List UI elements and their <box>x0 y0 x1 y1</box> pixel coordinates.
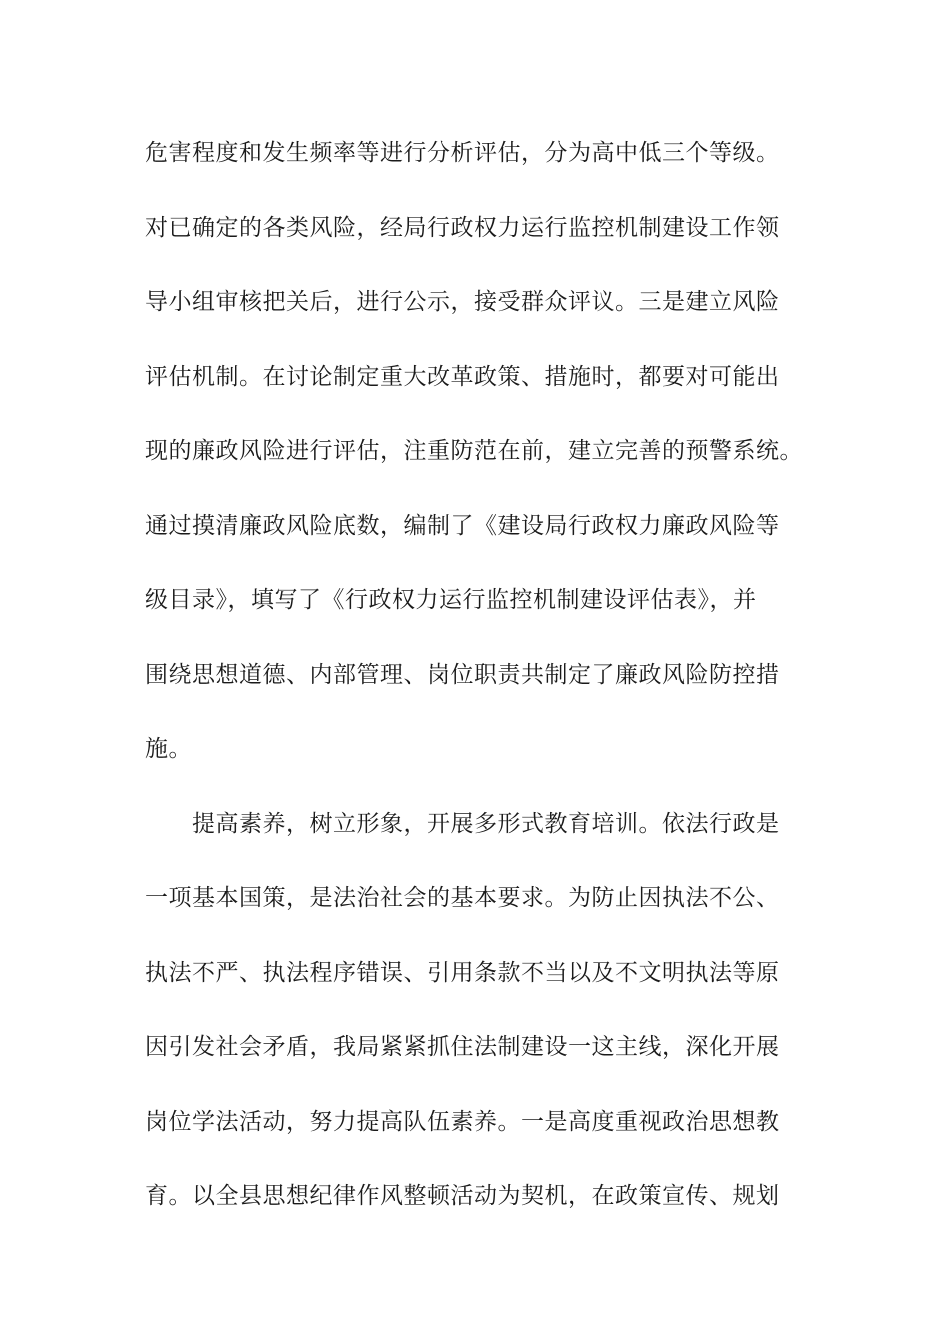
text-line: 提高素养，树立形象，开展多形式教育培训。依法行政是 <box>145 810 780 837</box>
text-line: 评估机制。在讨论制定重大改革政策、措施时，都要对可能出 <box>145 363 780 390</box>
text-line: 岗位学法活动，努力提高队伍素养。一是高度重视政治思想教 <box>145 1108 780 1135</box>
text-line: 现的廉政风险进行评估，注重防范在前，建立完善的预警系统。 <box>145 438 803 464</box>
text-line: 级目录》，填写了《行政权力运行监控机制建设评估表》，并 <box>145 587 757 613</box>
text-line: 施。 <box>145 736 192 762</box>
text-line: 执法不严、执法程序错误、引用条款不当以及不文明执法等原 <box>145 959 780 986</box>
text-line: 围绕思想道德、内部管理、岗位职责共制定了廉政风险防控措 <box>145 661 780 688</box>
body-text <box>145 130 825 1248</box>
text-line: 对已确定的各类风险，经局行政权力运行监控机制建设工作领 <box>145 214 780 241</box>
text-line: 通过摸清廉政风险底数，编制了《建设局行政权力廉政风险等 <box>145 512 780 539</box>
text-line: 危害程度和发生频率等进行分析评估，分为高中低三个等级。 <box>145 140 780 166</box>
text-line: 因引发社会矛盾，我局紧紧抓住法制建设一这主线，深化开展 <box>145 1034 780 1060</box>
text-line: 育。以全县思想纪律作风整顿活动为契机，在政策宣传、规划 <box>145 1183 780 1209</box>
text-line: 导小组审核把关后，进行公示，接受群众评议。三是建立风险 <box>145 289 780 315</box>
text-line: 一项基本国策，是法治社会的基本要求。为防止因执法不公、 <box>145 885 780 911</box>
